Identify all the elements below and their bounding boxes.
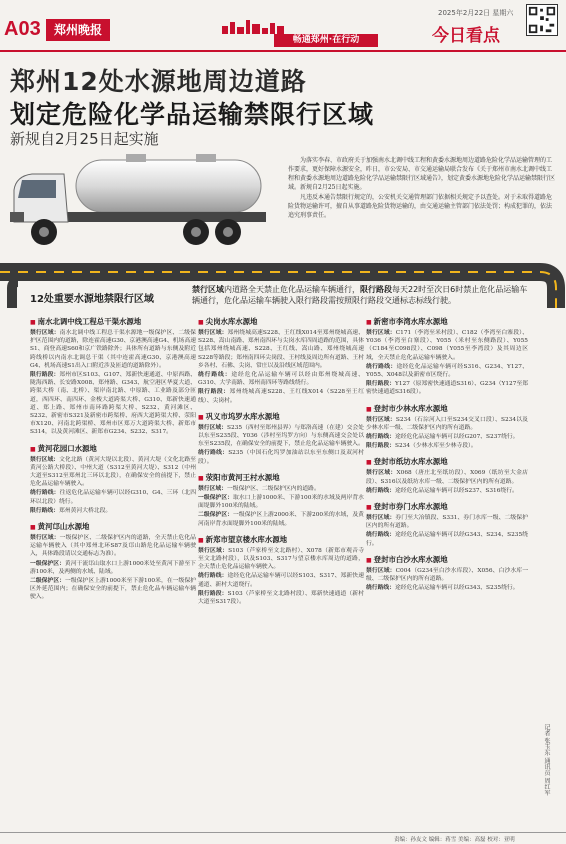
summary-text: 内道路全天禁止危化品运输车辆通行，: [224, 285, 360, 294]
water-source-body: [30, 456, 196, 515]
water-source-title: ■ 登封市白沙水库水源地: [366, 554, 528, 565]
rule-paragraph: [30, 456, 196, 489]
rule-label: 限行路段：: [198, 590, 228, 597]
water-source-body: [198, 485, 364, 528]
rule-paragraph: [30, 489, 196, 505]
column-banner: [218, 18, 378, 48]
water-source-title: ■ 登封市少林水库水源地: [366, 403, 528, 414]
rule-paragraph: [366, 363, 528, 379]
summary-label: 限行路段: [360, 285, 392, 294]
water-source-title: ■ 黄河邙山水源地: [30, 521, 196, 532]
section-title: 12处重要水源地禁限行区域: [30, 294, 154, 305]
rule-paragraph: [198, 572, 364, 588]
rule-text: C171（李湾至米村段）、C182（李湾至白寨段）、Y036（李湾至白寨段）、Y055（米村至东侧路段）、Y055（C184至C098段）、C098（Y055至李湾段）及其周边区域，全天禁止危化品运输车辆驶入。: [366, 330, 528, 361]
rule-paragraph: [30, 507, 196, 515]
rule-text: 南水北调中线工程总干渠水源地一级保护区、二级保护区范围内的道路，除连霍高速G30、京港澳高速G4、机场高速S1、商登高速S60和京广铁路除外；具体所有道路与东侧及附近跨线桥以内南水北调总干渠（其中连霍高速G30、京港澳高速G4、机场高速S1出入口附近涉及匝道的道路除外）。: [30, 330, 196, 369]
rule-paragraph: [366, 416, 528, 432]
water-source-entry: [366, 456, 528, 495]
rule-text: 郑州绕城高速S228、王红线X014至郑州绕城高速、S228、嵩山南路、郑州南四环与尖岗水库四周道路的范围，具体包括郑州绕城高速、S228、王红线、嵩山路、郑州绕城高速S228等路段；郑州南四环尖岗段、王村线及周边所有道路、王村乡各村、石佛、尖岗、常庄以及沿线区域范围内。: [198, 330, 364, 369]
water-source-entry: [198, 534, 364, 606]
water-source-entry: [30, 316, 196, 437]
water-source-title: ■ 登封市纸坊水库水源地: [366, 456, 528, 467]
rule-label: 绕行路线：: [198, 573, 228, 580]
rule-text: 途经危化品运输车辆可以经S237、S316绕行。: [395, 487, 518, 494]
editor-credits: 责编：孙友文 编辑：蒋雪 美编：高磊 校对：亚明: [394, 837, 515, 843]
water-source-entry: [366, 316, 528, 397]
water-source-body: [366, 469, 528, 495]
restriction-summary: [192, 284, 532, 306]
water-source-body: [366, 567, 528, 593]
rule-paragraph: [30, 329, 196, 370]
rule-text: 途经危化品运输车辆可以经G343、S235绕行。: [395, 585, 519, 592]
rule-paragraph: [366, 487, 528, 495]
water-source-title: ■ 黄河花园口水源地: [30, 443, 196, 454]
rule-text: 途经危化品运输车辆可以经S103、S317、郑新快速通道、新村大道绕行。: [198, 573, 364, 588]
skyline-icon: [218, 18, 378, 34]
masthead: [0, 0, 566, 50]
rule-paragraph: [366, 567, 528, 583]
rule-text: S103（芦家桥至文北路村段）、郑新快速通道（新村大道至S317段）。: [198, 590, 364, 606]
article-intro: [288, 156, 556, 221]
water-source-title: ■ 登封市券门水库水源地: [366, 501, 528, 512]
rule-label: 禁行区域：: [198, 485, 227, 492]
summary-label: 禁行区域: [192, 285, 224, 294]
rule-label: 一级保护区：: [30, 560, 65, 567]
water-source-entry: [30, 443, 196, 515]
water-source-entry: [198, 316, 364, 405]
rule-text: S234（少林水库至少林寺段）。: [395, 443, 477, 450]
water-source-body: [30, 534, 196, 602]
rule-label: 禁行区域：: [366, 515, 396, 522]
rule-text: 途经危化品运输车辆可以经由郑州绕城高速、G310、大学南路、郑州南四环等路线绕行。: [198, 372, 364, 387]
rule-paragraph: [198, 424, 364, 449]
rule-text: 途经危化品运输车辆可以经G343、S234、S235绕行。: [366, 532, 528, 547]
rule-text: 取水口上游1000米、下游100米的水域及两岸背水面堤脚外100米的陆域。: [198, 495, 364, 510]
rule-label: 禁行区域：: [366, 330, 396, 336]
rule-text: 黄河干流邙山取水口上游1000米处至黄河下游至下游100米，及两侧的水域、陆域。: [30, 560, 196, 575]
rule-paragraph: [198, 511, 364, 527]
water-source-entry: [366, 403, 528, 451]
water-source-title: ■ 尖岗水库水源地: [198, 316, 364, 327]
headline-line-2: 划定危险化学品运输禁限行区域: [10, 100, 375, 129]
rule-paragraph: [198, 590, 364, 606]
water-source-entry: [198, 411, 364, 466]
rule-label: 限行路段：: [30, 372, 60, 379]
column-3: [366, 316, 528, 598]
rule-paragraph: [198, 485, 364, 493]
rule-label: 二级保护区：: [30, 578, 66, 585]
page-section-tag: 今日看点: [432, 26, 500, 46]
water-source-title: ■ 巩义市坞罗水库水源地: [198, 411, 364, 422]
rule-text: 途经危化品运输车辆可经S316、G234、Y127、Y055、X048以及新密市区绕行。: [366, 363, 528, 379]
water-source-body: [30, 329, 196, 437]
rule-text: 一级保护区、二级保护区内的道路，全天禁止危化品运输车辆驶入（其中郑州北环S87及邙山路危化品运输车辆驶入，具体路段请以交通标志为准）。: [30, 535, 196, 558]
tanker-truck-illustration: [6, 150, 276, 260]
reporter-credit: 记者 张玉东 通讯员 周红军: [543, 724, 550, 796]
rule-paragraph: [30, 534, 196, 559]
rule-paragraph: [366, 433, 528, 441]
water-source-body: [198, 329, 364, 405]
page-footer: [0, 832, 566, 844]
rule-text: X068（唐庄北至纸坊段）、X069（纸坊至大金店段）、S316以及纸坊水库一级、二级保护区内的所有道路。: [366, 470, 528, 485]
rule-text: C004（G234至白沙水库段）、X056、白沙水库一级、二级保护区内的所有道路。: [366, 567, 528, 583]
water-source-title: ■ 荥阳市黄河王村水源地: [198, 472, 364, 483]
water-source-body: [366, 416, 528, 451]
rule-label: 一级保护区：: [198, 495, 234, 502]
water-source-entry: [366, 554, 528, 593]
rule-label: 绕行路线：: [198, 450, 229, 457]
rule-label: 绕行路线：: [366, 585, 395, 592]
rule-paragraph: [30, 560, 196, 576]
rule-label: 禁行区域：: [366, 470, 397, 477]
rule-text: S235（中国石化坞罗加油站以东至东侧口及双河村段）。: [198, 450, 364, 465]
water-source-entry: [198, 472, 364, 528]
rule-label: 禁行区域：: [366, 416, 396, 423]
rule-paragraph: [198, 449, 364, 465]
rule-label: 禁行区域：: [30, 330, 60, 336]
rule-label: 绕行路线：: [366, 532, 396, 539]
rule-text: 往返危化品运输车辆可以经G310、G4、三环（北四环以北段）绕行。: [30, 490, 196, 505]
rule-label: 禁行区域：: [198, 330, 228, 336]
column-1: [30, 316, 196, 608]
rule-paragraph: [198, 547, 364, 572]
rule-paragraph: [198, 494, 364, 510]
rule-text: S234（石淙河入口至S234交叉口段）、S234以及少林水库一级、二级保护区内的所有道路。: [366, 416, 528, 431]
rule-paragraph: [366, 584, 528, 592]
rule-paragraph: [30, 577, 196, 602]
rule-label: 禁行区域：: [198, 547, 229, 554]
rule-paragraph: [366, 531, 528, 547]
intro-paragraph: 凡违反本通告禁限行规定的，公安机关交通管理部门依据相关规定予以查处。对于未取得道路危险货物运输许可，擅自从事道路危险货物运输的，由交通运输主管部门依法处罚；构成犯罪的，依法追究刑事责任。: [288, 194, 553, 219]
rule-label: 限行路段：: [366, 381, 395, 388]
rule-text: 券门至大冶镇段、S331、券门水库一级、二级保护区内的所有道路。: [366, 515, 528, 530]
rule-label: 禁行区域：: [30, 535, 60, 542]
water-source-body: [198, 547, 364, 606]
qr-code-icon: [526, 4, 558, 36]
rule-paragraph: [366, 442, 528, 450]
rule-label: 禁行区域：: [30, 456, 60, 463]
column-2: [198, 316, 364, 612]
rule-label: 绕行路线：: [198, 372, 232, 379]
rule-text: S103（芦家桥至文北路村）、X078（新郑市观音寺至文北路村段），以及S103、S317与望京楼水库周边的道路，全天禁止危化品运输车辆驶入。: [198, 547, 364, 571]
water-source-body: [366, 514, 528, 548]
water-source-title: ■ 新郑市望京楼水库水源地: [198, 534, 364, 545]
summary-text: 每天22时至次日6时禁止危化品运输车辆通行，危化品运输车辆驶入限行路段需按照限行路段交通标志标线行驶。: [192, 285, 528, 305]
rule-paragraph: [366, 380, 528, 396]
rule-paragraph: [198, 329, 364, 370]
rule-label: 限行路线：: [30, 507, 59, 514]
issue-date: 2025年2月22日 星期六: [438, 9, 514, 17]
rule-text: 一级保护区上游1000米至下游100米，在一级保护区外延范围内；在确保安全的前提下，禁止危化品车辆运输车辆驶入。: [30, 578, 196, 601]
rule-text: 一级保护区上游2000米、下游200米的水域，及黄河南岸背水面堤脚外100米的陆域。: [198, 512, 364, 527]
rule-text: 文化北路（黄河大堤以北段）、黄河大堤（文化北路至黄河公路大桥段）、中州大道（S312至黄河大堤）、S312（中州大道至S312至郑州北三环以北段），在确保安全的前提下，禁止危化品运输车辆驶入。: [30, 456, 196, 488]
subheadline: 新规自2月25日起实施: [10, 130, 159, 148]
page-number: A03: [4, 18, 41, 40]
rule-paragraph: [366, 514, 528, 530]
intro-paragraph: 为落实李春、市政府关于加强南水北调中线工程和黄委水源地周边道路危险化学品运输管理的工作要求，更好保障水源安全，昨日，市公安局、市交通运输局联合发布《关于郑州市南水北调中线工程和黄委水源地周边道路危险化学品运输禁限行区域通告》，划定黄委水源地危险化学品运输禁限行区域。新规自2月25日起实施。: [288, 157, 556, 191]
rule-label: 限行路段：: [366, 443, 395, 450]
rule-text: S235（西村至郑州县界）与郑洛高速（在建）交会处以东至S235段、Y036（涉村至坞罗方向）与东侧高速交会处以东至S235段，在确保安全的前提下，禁止危化品运输车辆驶入。: [198, 424, 364, 448]
rule-text: 途经危化品运输车辆可以经G207、S237绕行。: [395, 434, 519, 441]
water-source-body: [198, 424, 364, 466]
water-source-body: [366, 329, 528, 397]
rule-label: 禁行区域：: [366, 567, 396, 574]
header-rule: [0, 50, 566, 52]
rule-paragraph: [366, 469, 528, 485]
rule-text: Y127（原郑密快速通道S316）、G234（Y127至郑密快速通道S316段）。: [366, 381, 528, 396]
water-source-title: ■ 南水北调中线工程总干渠水源地: [30, 316, 196, 327]
water-source-entry: [366, 501, 528, 548]
rule-label: 绕行路线：: [30, 490, 60, 497]
water-source-entry: [30, 521, 196, 602]
rule-label: 禁行区域：: [198, 424, 228, 431]
water-source-title: ■ 新密市李湾水库水源地: [366, 316, 528, 327]
rule-paragraph: [366, 329, 528, 362]
rule-paragraph: [30, 371, 196, 437]
rule-label: 绕行路线：: [366, 487, 395, 494]
rule-label: 绕行路线：: [366, 434, 395, 441]
rule-label: 限行路段：: [198, 389, 230, 396]
rule-label: 绕行路线：: [366, 363, 397, 370]
banner-text: 畅通郑州·在行动: [274, 34, 378, 47]
rule-text: 郑州绕城高速S228、王红线X014（S228至王红线）、尖岗村。: [198, 389, 364, 404]
rule-label: 二级保护区：: [198, 512, 234, 519]
brand-logo: 郑州晚报: [46, 19, 110, 41]
rule-paragraph: [198, 371, 364, 387]
rule-text: 郑州黄河大桥北段。: [59, 507, 112, 514]
rule-text: 郑州市区S103、G107、郑新快速通道、中原西路、陇海西路、长安路X008、郑州路、G343、航空港区华夏大道、跨渠大桥（南、北桥）、渠岸南北路、中原路、工业路及部分匝道，西四环、南四环、金梭大道跨渠大桥、G310、郑新快速通道、郑上路、郑州市南环路跨渠大桥、S232、黄河滩区、S232、新密市S321及新密市跨渠桥、府西大道跨渠大桥、荥阳市X120、河南北跨渠桥、郑州市区郑万大道跨渠大桥、新郑市S314，以及黄河滩区、新郑市G234、S232、S317。: [30, 372, 196, 436]
rule-text: 一级保护区、二级保护区内的道路。: [227, 485, 320, 492]
rule-paragraph: [198, 388, 364, 404]
headline-line-1: 郑州12处水源地周边道路: [10, 67, 307, 96]
